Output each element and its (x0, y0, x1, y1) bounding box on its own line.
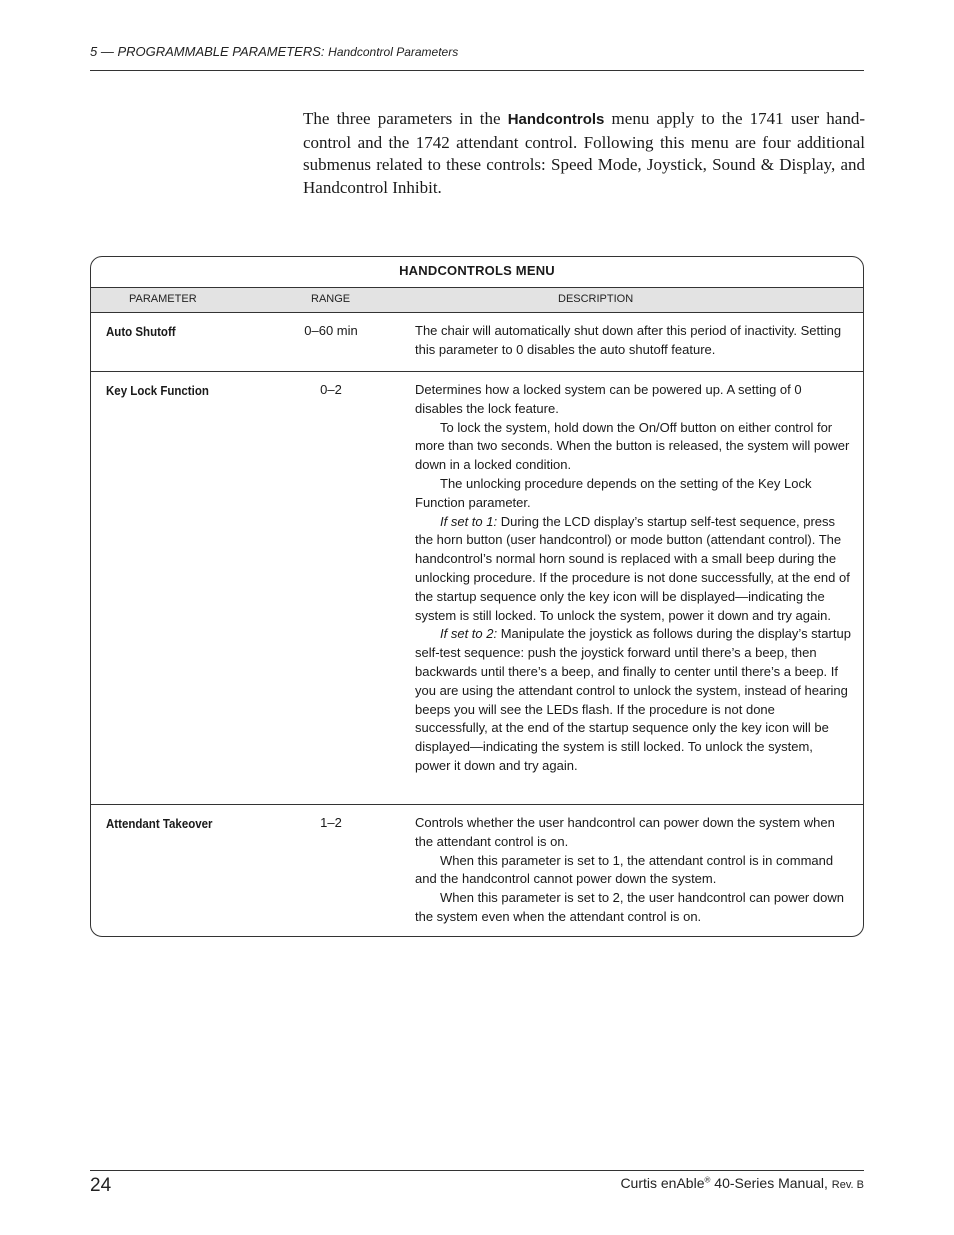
manual-revision: Rev. B (831, 1179, 864, 1191)
manual-name: Curtis enAble (620, 1175, 705, 1191)
intro-menu-name: Handcontrols (507, 111, 605, 128)
header-rule (90, 70, 864, 71)
setting-2-text: Manipulate the joystick as follows during the display’s startup self-test sequence: push the joystick forward until there’s a beep, then backwards until there’s a beep, and finally to center until there’s a beep. If you are using the attendant control to unlock the system, instead of hearing beeps you will see the LEDs flash. If the procedure is not done successfully, at the end of the startup sequence only the key icon will be displayed—indicating the system is still locked. To unlock the system, power it down and try again. (415, 626, 851, 773)
intro-text-after: menu apply to the 1741 user hand-control and the 1742 attendant control. Following this menu are four additional submenus related to these controls: Speed Mode, Joystick, Sound & Display, and Handcontrol Inhibit. (303, 109, 866, 197)
parameter-range: 0–2 (320, 382, 342, 397)
parameter-name: Auto Shutoff (106, 325, 176, 339)
setting-1-label: If set to 1: (440, 513, 498, 529)
intro-paragraph (303, 108, 865, 199)
description-paragraph-setting-2 (415, 625, 851, 775)
description-paragraph: The unlocking procedure depends on the setting of the Key Lock Function parameter. (415, 475, 812, 510)
parameter-description (415, 322, 851, 360)
manual-title (620, 1175, 864, 1191)
description-paragraph: To lock the system, hold down the On/Off button on either control for more than two seconds. When the button is released, the system will power down in a locked condition. (415, 419, 850, 473)
description-paragraph: Determines how a locked system can be powered up. A setting of 0 disables the lock feature. (415, 382, 802, 416)
table-row-attendant-takeover (91, 805, 863, 936)
parameter-name: Attendant Takeover (106, 817, 213, 831)
setting-1-text: During the LCD display’s startup self-test sequence, press the horn button (user handcontrol) or mode button (attendant control). The handcontrol’s normal horn sound is replaced with a small beep during the unlocking procedure. If the procedure is not done successfully, at the end of the startup sequence only the key icon will be displayed—indicating the system is still locked. To unlock the system, power it down and try again. (415, 513, 850, 623)
table-row-key-lock-function (91, 372, 863, 805)
description-paragraph: When this parameter is set to 1, the attendant control is in command and the handcontrol cannot power down the system. (415, 852, 834, 887)
header-subsection: Handcontrol Parameters (328, 45, 459, 59)
registered-mark: ® (704, 1175, 711, 1185)
column-header-range: RANGE (311, 293, 351, 305)
running-header (90, 44, 864, 59)
column-header-parameter: PARAMETER (129, 293, 197, 305)
handcontrols-menu-table (90, 256, 864, 937)
table-column-headers (91, 287, 863, 313)
parameter-range: 1–2 (320, 815, 342, 830)
manual-rest: 40-Series Manual, (710, 1175, 828, 1191)
footer-rule (90, 1170, 864, 1171)
description-paragraph: Controls whether the user handcontrol can power down the system when the attendant control is on. (415, 815, 835, 849)
parameter-description (415, 814, 851, 927)
column-header-description: DESCRIPTION (558, 293, 634, 305)
page-number: 24 (90, 1175, 112, 1196)
intro-text-before: The three parameters in the (303, 109, 508, 128)
parameter-name: Key Lock Function (106, 384, 209, 398)
table-row-auto-shutoff (91, 313, 863, 372)
description-paragraph: The chair will automatically shut down after this period of inactivity. Setting this parameter to 0 disables the auto shutoff feature. (415, 323, 842, 357)
description-paragraph-setting-1 (415, 513, 851, 626)
header-section: 5 — PROGRAMMABLE PARAMETERS: (90, 44, 325, 59)
description-paragraph: When this parameter is set to 2, the user handcontrol can power down the system even when the attendant control is on. (415, 890, 844, 924)
parameter-range: 0–60 min (304, 323, 358, 338)
setting-2-label: If set to 2: (440, 626, 498, 642)
table-title: HANDCONTROLS MENU (399, 263, 555, 278)
parameter-description (415, 381, 851, 776)
